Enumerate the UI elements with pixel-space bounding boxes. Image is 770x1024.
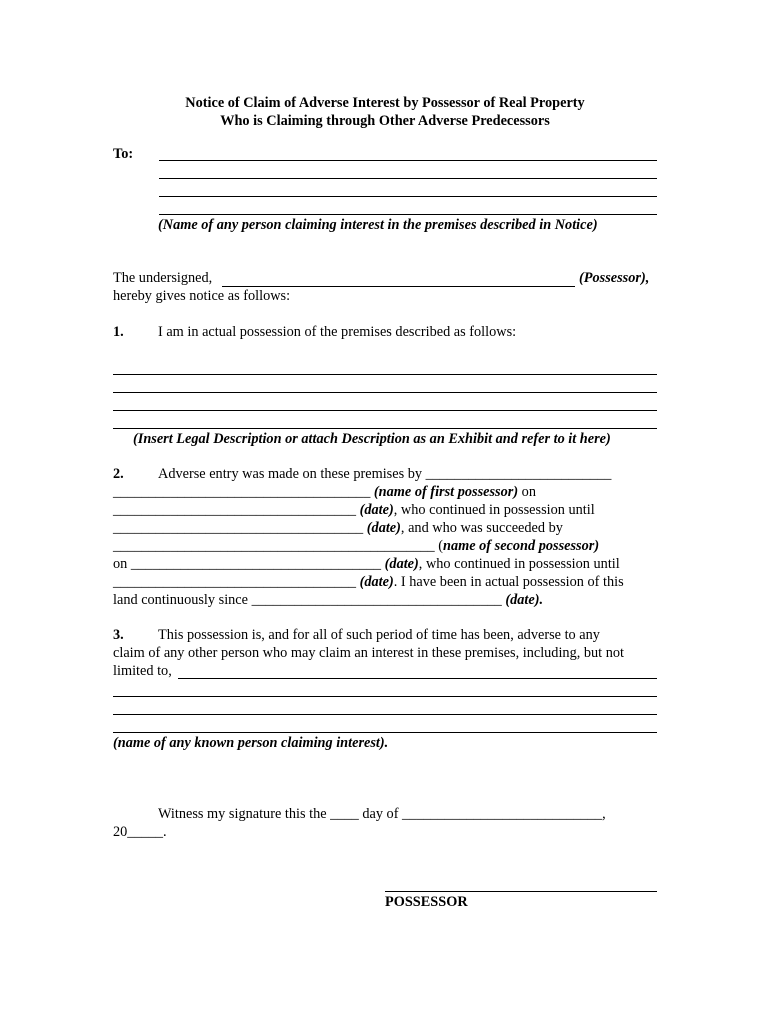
- section-2-line-3-tail: , who continued in possession until: [393, 502, 595, 518]
- legal-description-line-1[interactable]: [113, 374, 657, 375]
- section-2-line-8: [113, 592, 543, 609]
- entry-date-label: (date): [359, 502, 394, 518]
- section-2-line-7: [113, 574, 624, 591]
- undersigned-line-2: hereby gives notice as follows:: [113, 288, 291, 304]
- section-2-number: 2.: [113, 466, 124, 482]
- continuous-since-blank[interactable]: land continuously since ___________________________________: [113, 592, 502, 608]
- witness-year-line[interactable]: 20_____.: [113, 824, 167, 840]
- second-entry-date-blank[interactable]: on ___________________________________: [113, 556, 382, 572]
- section-3-line-2: claim of any other person who may claim an interest in these premises, including, but not: [113, 645, 624, 661]
- legal-description-line-3[interactable]: [113, 410, 657, 411]
- to-label: To:: [113, 146, 134, 162]
- possessor-signature-label: POSSESSOR: [385, 894, 468, 910]
- first-possessor-label: (name of first possessor): [373, 484, 519, 500]
- legal-description-line-2[interactable]: [113, 392, 657, 393]
- until-date-label: (date): [366, 520, 401, 536]
- entry-date-blank[interactable]: __________________________________: [113, 502, 357, 518]
- section-2-line-6-tail: , who continued in possession until: [418, 556, 620, 572]
- to-blank-line-4[interactable]: [159, 214, 657, 215]
- second-possessor-label: name of second possessor): [443, 538, 600, 554]
- until-date-blank[interactable]: ___________________________________: [113, 520, 364, 536]
- known-claimant-blank-2[interactable]: [113, 696, 657, 697]
- section-3-line-1: This possession is, and for all of such period of time has been, adverse to any: [158, 627, 600, 643]
- section-2-line-2: [113, 484, 536, 501]
- section-1-caption: (Insert Legal Description or attach Description as an Exhibit and refer to it here): [133, 431, 611, 447]
- document-title-line-1: Notice of Claim of Adverse Interest by Possessor of Real Property: [185, 95, 585, 111]
- first-possessor-blank[interactable]: ____________________________________: [113, 484, 371, 500]
- section-2-line-2-tail: on: [521, 484, 536, 500]
- continuous-since-label: (date).: [505, 592, 544, 608]
- to-caption: (Name of any person claiming interest in the premises described in Notice): [158, 217, 598, 233]
- possessor-name-blank[interactable]: [222, 286, 575, 287]
- section-2-line-6: [113, 556, 620, 573]
- legal-description-line-4[interactable]: [113, 428, 657, 429]
- section-2-line-1: Adverse entry was made on these premises by __________________________: [158, 466, 612, 482]
- second-until-date-blank[interactable]: __________________________________: [113, 574, 357, 590]
- second-entry-date-label: (date): [384, 556, 419, 572]
- known-claimant-blank-1[interactable]: [178, 678, 657, 679]
- section-3-caption: (name of any known person claiming interest).: [113, 735, 389, 751]
- possessor-label: (Possessor),: [579, 270, 650, 286]
- section-3-number: 3.: [113, 627, 124, 643]
- section-2-line-7-tail: . I have been in actual possession of this: [393, 574, 624, 590]
- section-1-number: 1.: [113, 324, 124, 340]
- to-blank-line-2[interactable]: [159, 178, 657, 179]
- second-possessor-blank[interactable]: _____________________________________________ (: [113, 538, 444, 554]
- section-2-line-4: [113, 520, 563, 537]
- undersigned-lead: The undersigned,: [113, 270, 213, 286]
- known-claimant-blank-4[interactable]: [113, 732, 657, 733]
- section-2-line-3: [113, 502, 595, 519]
- section-2-line-5: [113, 538, 599, 555]
- section-1-text: I am in actual possession of the premises described as follows:: [158, 324, 517, 340]
- to-blank-line-3[interactable]: [159, 196, 657, 197]
- second-until-date-label: (date): [359, 574, 394, 590]
- witness-line-1[interactable]: Witness my signature this the ____ day of ____________________________,: [158, 806, 606, 822]
- document-title-line-2: Who is Claiming through Other Adverse Predecessors: [220, 113, 550, 129]
- known-claimant-blank-3[interactable]: [113, 714, 657, 715]
- section-2-line-4-tail: , and who was succeeded by: [400, 520, 563, 536]
- possessor-signature-line[interactable]: [385, 891, 657, 892]
- section-3-line-3: limited to,: [113, 663, 172, 679]
- to-blank-line-1[interactable]: [159, 160, 657, 161]
